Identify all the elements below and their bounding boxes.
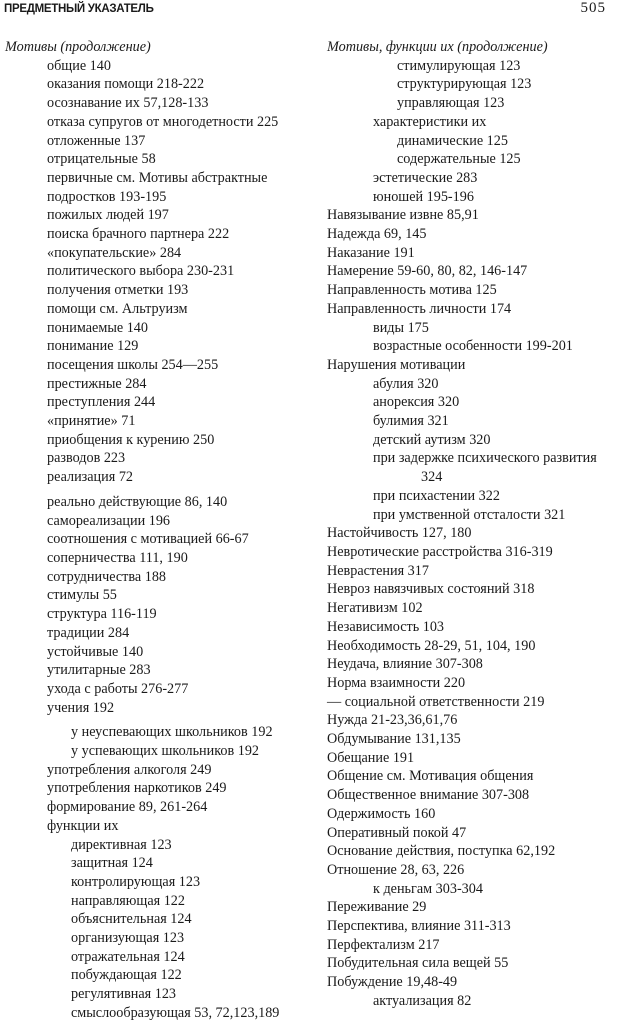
- index-entry: отрицательные 58: [47, 151, 156, 168]
- index-entry: реализация 72: [47, 469, 134, 486]
- index-entry: Норма взаимности 220: [327, 674, 466, 691]
- index-entry: отложенные 137: [47, 132, 146, 149]
- index-entry: Направленность личности 174: [327, 300, 512, 317]
- index-entry: содержательные 125: [397, 151, 521, 168]
- index-entry: Общественное внимание 307-308: [327, 787, 530, 804]
- index-entry: Оперативный покой 47: [327, 824, 467, 841]
- index-entry: формирование 89, 261-264: [47, 799, 208, 816]
- index-entry: Направленность мотива 125: [327, 282, 497, 299]
- index-entry: структурирующая 123: [397, 76, 532, 93]
- index-entry: направляющая 122: [71, 892, 185, 909]
- index-entry: Перспектива, влияние 311-313: [327, 918, 511, 935]
- index-entry: стимулы 55: [47, 587, 117, 604]
- index-column-right: [327, 38, 619, 1011]
- index-entry: понимание 129: [47, 338, 139, 355]
- index-entry: утилитарные 283: [47, 662, 151, 679]
- index-entry: Навязывание извне 85,91: [327, 207, 479, 224]
- index-entry: ухода с работы 276-277: [47, 680, 189, 697]
- index-entry: при умственной отсталости 321: [373, 506, 566, 523]
- index-entry: помощи см. Альтруизм: [47, 300, 188, 317]
- index-entry: Нарушения мотивации: [327, 356, 466, 373]
- index-entry: подростков 193-195: [47, 188, 167, 205]
- index-entry: отказа супругов от многодетности 225: [47, 113, 279, 130]
- index-entry: булимия 321: [373, 413, 449, 430]
- index-entry: эстетические 283: [373, 169, 478, 186]
- index-entry: у успевающих школьников 192: [71, 743, 260, 760]
- index-entry: Переживание 29: [327, 899, 427, 916]
- index-entry: Нужда 21-23,36,61,76: [327, 712, 458, 729]
- page-number: 505: [580, 0, 606, 16]
- index-entry: виды 175: [373, 319, 429, 336]
- index-entry: Независимость 103: [327, 618, 445, 635]
- index-entry: Обдумывание 131,135: [327, 731, 461, 748]
- index-entry: употребления наркотиков 249: [47, 780, 227, 797]
- index-entry: юношей 195-196: [373, 188, 474, 205]
- index-entry: разводов 223: [47, 450, 126, 467]
- index-entry: при задержке психического развития: [373, 450, 597, 467]
- index-entry: употребления алкоголя 249: [47, 761, 212, 778]
- index-entry: Настойчивость 127, 180: [327, 525, 472, 542]
- index-entry: анорексия 320: [373, 394, 460, 411]
- index-entry: сотрудничества 188: [47, 568, 167, 585]
- index-entry: получения отметки 193: [47, 282, 189, 299]
- index-entry: динамические 125: [397, 132, 508, 149]
- index-entry: Невроз навязчивых состояний 318: [327, 581, 535, 598]
- index-entry: Побудительная сила вещей 55: [327, 955, 509, 972]
- index-entry: первичные см. Мотивы абстрактные: [47, 169, 268, 186]
- index-entry: Общение см. Мотивация общения: [327, 768, 534, 785]
- index-entry: Одержимость 160: [327, 805, 436, 822]
- index-entry: соотношения с мотивацией 66-67: [47, 531, 249, 548]
- index-entry: реально действующие 86, 140: [47, 493, 228, 510]
- index-entry: — социальной ответственности 219: [327, 693, 545, 710]
- index-entry: у неуспевающих школьников 192: [71, 724, 273, 741]
- index-entry: самореализации 196: [47, 512, 171, 529]
- index-entry: политического выбора 230-231: [47, 263, 235, 280]
- index-entry: престижные 284: [47, 375, 147, 392]
- index-entry: к деньгам 303-304: [373, 880, 483, 897]
- index-entry: Отношение 28, 63, 226: [327, 861, 465, 878]
- index-entry: детский аутизм 320: [373, 431, 491, 448]
- index-entry: функции их: [47, 817, 119, 834]
- index-entry: Побуждение 19,48-49: [327, 974, 458, 991]
- index-entry: Намерение 59-60, 80, 82, 146-147: [327, 263, 528, 280]
- index-entry: управляющая 123: [397, 95, 505, 112]
- index-entry: организующая 123: [71, 930, 185, 947]
- index-entry: устойчивые 140: [47, 643, 144, 660]
- index-entry: Неудача, влияние 307-308: [327, 656, 483, 673]
- index-entry: Необходимость 28-29, 51, 104, 190: [327, 637, 536, 654]
- index-entry: стимулирующая 123: [397, 57, 521, 74]
- index-entry: общие 140: [47, 57, 111, 74]
- index-entry: абулия 320: [373, 375, 439, 392]
- index-entry: традиции 284: [47, 624, 130, 641]
- index-entry: защитная 124: [71, 855, 153, 872]
- index-entry: оказания помощи 218-222: [47, 76, 205, 93]
- index-entry: контролирующая 123: [71, 873, 201, 890]
- index-entry: Обещание 191: [327, 749, 415, 766]
- index-entry: пожилых людей 197: [47, 207, 169, 224]
- index-entry: осознавание их 57,128-133: [47, 95, 209, 112]
- index-heading: Мотивы (продолжение): [5, 39, 151, 55]
- index-entry: 324: [421, 469, 443, 486]
- index-entry: преступления 244: [47, 394, 156, 411]
- running-head: ПРЕДМЕТНЫЙ УКАЗАТЕЛЬ: [4, 3, 154, 15]
- index-entry: посещения школы 254—255: [47, 356, 219, 373]
- index-entry: Невротические расстройства 316-319: [327, 543, 553, 560]
- index-entry: смыслообразующая 53, 72,123,189: [71, 1004, 280, 1021]
- index-entry: побуждающая 122: [71, 967, 182, 984]
- index-entry: Наказание 191: [327, 244, 415, 261]
- index-entry: директивная 123: [71, 836, 172, 853]
- index-entry: «покупательские» 284: [47, 244, 182, 261]
- index-heading: Мотивы, функции их (продолжение): [327, 39, 548, 55]
- index-entry: учения 192: [47, 699, 115, 716]
- index-entry: регулятивная 123: [71, 986, 177, 1003]
- index-entry: приобщения к курению 250: [47, 431, 215, 448]
- index-entry: Надежда 69, 145: [327, 226, 427, 243]
- index-entry: отражательная 124: [71, 948, 185, 965]
- index-entry: Неврастения 317: [327, 562, 429, 579]
- index-entry: Перфектализм 217: [327, 936, 440, 953]
- index-entry: поиска брачного партнера 222: [47, 226, 230, 243]
- index-entry: «принятие» 71: [47, 413, 136, 430]
- index-entry: характеристики их: [373, 113, 487, 130]
- index-entry: Негативизм 102: [327, 600, 423, 617]
- index-column-left: [5, 38, 313, 1023]
- index-entry: соперничества 111, 190: [47, 549, 188, 566]
- index-entry: актуализация 82: [373, 992, 472, 1009]
- index-entry: при психастении 322: [373, 487, 500, 504]
- index-entry: объяснительная 124: [71, 911, 192, 928]
- index-entry: Основание действия, поступка 62,192: [327, 843, 556, 860]
- index-entry: понимаемые 140: [47, 319, 148, 336]
- index-entry: возрастные особенности 199-201: [373, 338, 573, 355]
- index-entry: структура 116-119: [47, 606, 157, 623]
